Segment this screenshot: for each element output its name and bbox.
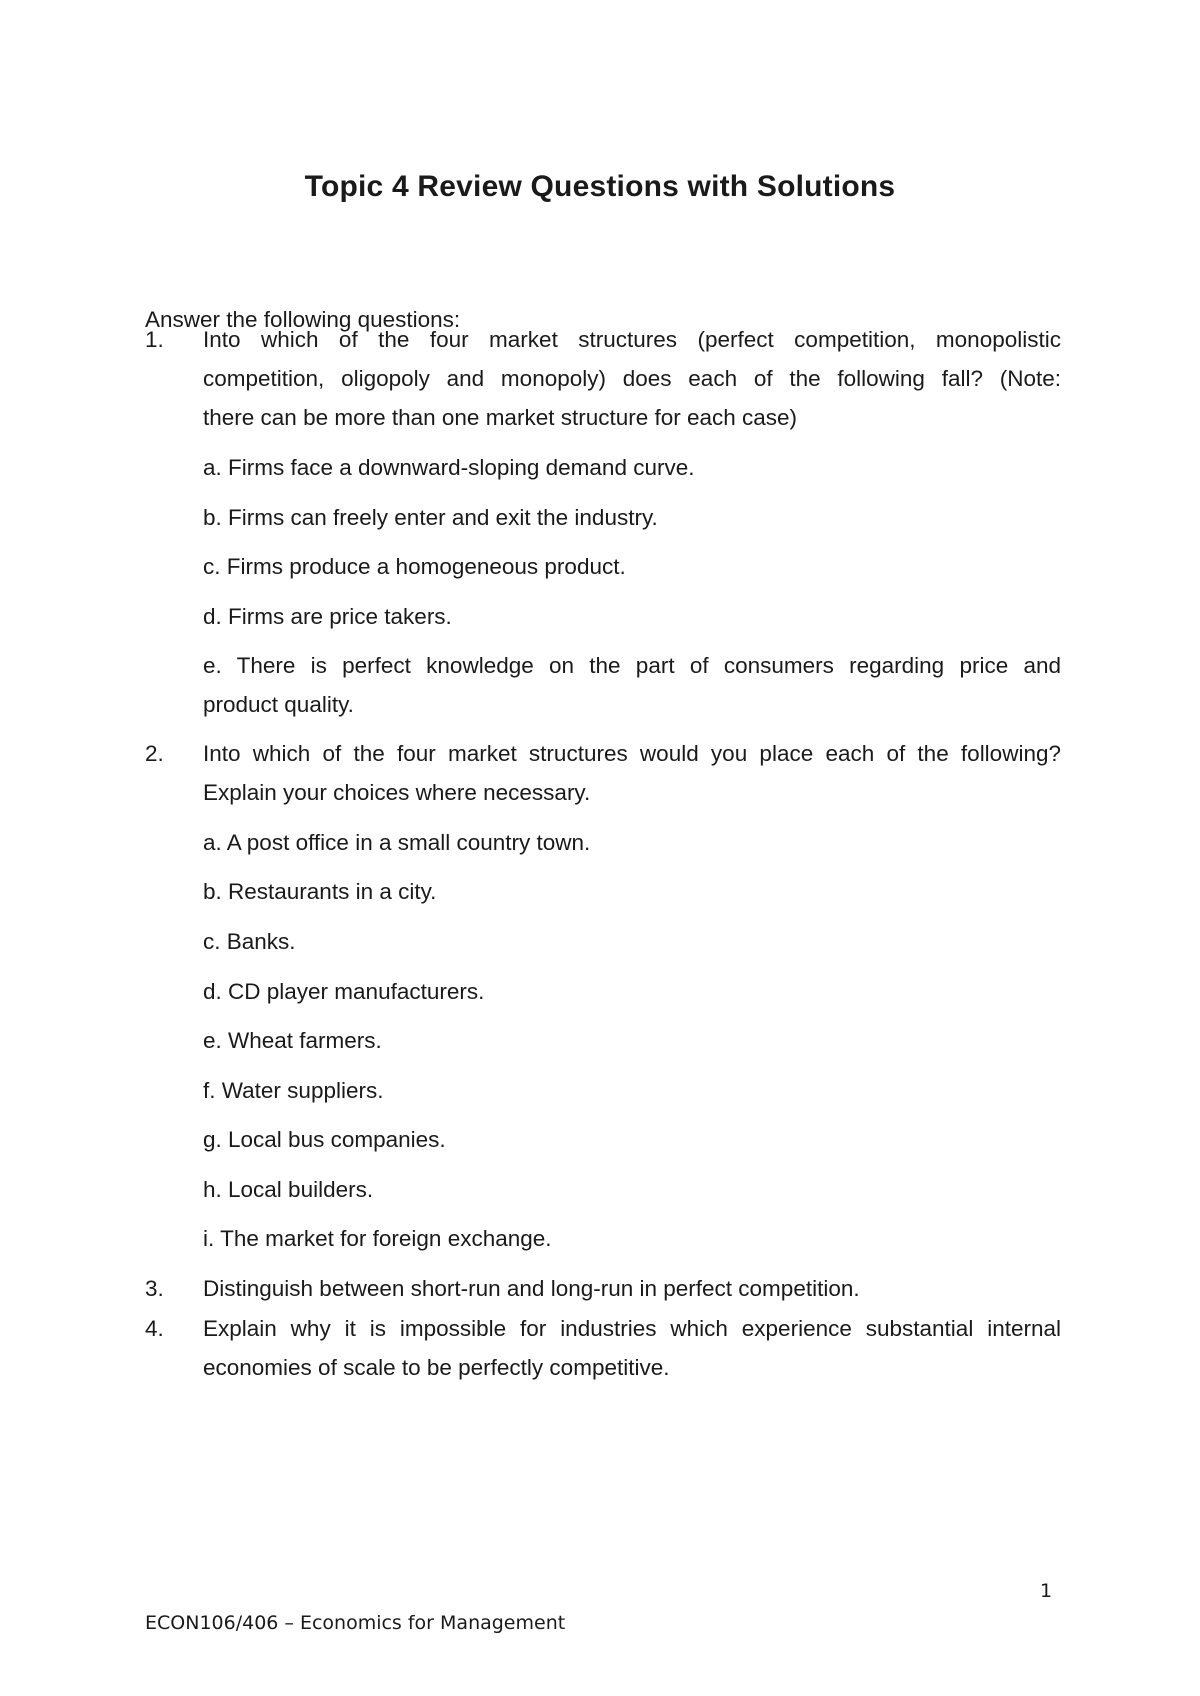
sub-item: b. Firms can freely enter and exit the industry. bbox=[203, 505, 658, 530]
question-text-line: economies of scale to be perfectly competitive. bbox=[203, 1355, 670, 1380]
sub-item: a. Firms face a downward-sloping demand curve. bbox=[203, 455, 695, 480]
sub-item: d. CD player manufacturers. bbox=[203, 979, 485, 1004]
page-footer: ECON106/406 – Economics for Management bbox=[145, 1612, 566, 1634]
sub-item: a. A post office in a small country town. bbox=[203, 830, 591, 855]
question-number: 2. bbox=[145, 741, 164, 766]
sub-item-continued: product quality. bbox=[203, 692, 354, 717]
question-number: 3. bbox=[145, 1276, 164, 1301]
sub-item: b. Restaurants in a city. bbox=[203, 879, 437, 904]
sub-item: c. Banks. bbox=[203, 929, 296, 954]
question-text-line: there can be more than one market structure for each case) bbox=[203, 405, 798, 430]
question-number: 4. bbox=[145, 1316, 164, 1341]
question-number: 1. bbox=[145, 327, 164, 352]
sub-item: f. Water suppliers. bbox=[203, 1078, 384, 1103]
sub-item: e. There is perfect knowledge on the part of consumers regarding price and bbox=[203, 653, 1061, 678]
question-text-line: Into which of the four market structures (perfect competition, monopolistic bbox=[203, 327, 1061, 352]
sub-item: h. Local builders. bbox=[203, 1177, 374, 1202]
sub-item: i. The market for foreign exchange. bbox=[203, 1226, 552, 1251]
sub-item: e. Wheat farmers. bbox=[203, 1028, 382, 1053]
sub-item: d. Firms are price takers. bbox=[203, 604, 452, 629]
question-text-line: Explain your choices where necessary. bbox=[203, 780, 591, 805]
question-text-line: Into which of the four market structures would you place each of the following? bbox=[203, 741, 1061, 766]
page-number: 1 bbox=[1040, 1580, 1053, 1602]
question-text-line: Explain why it is impossible for industries which experience substantial internal bbox=[203, 1316, 1061, 1341]
page-title: Topic 4 Review Questions with Solutions bbox=[304, 170, 896, 203]
question-text-line: competition, oligopoly and monopoly) does each of the following fall? (Note: bbox=[203, 366, 1061, 391]
sub-item: c. Firms produce a homogeneous product. bbox=[203, 554, 626, 579]
instructions: Answer the following questions: bbox=[145, 307, 461, 332]
sub-item: g. Local bus companies. bbox=[203, 1127, 446, 1152]
question-text-line: Distinguish between short-run and long-run in perfect competition. bbox=[203, 1276, 860, 1301]
